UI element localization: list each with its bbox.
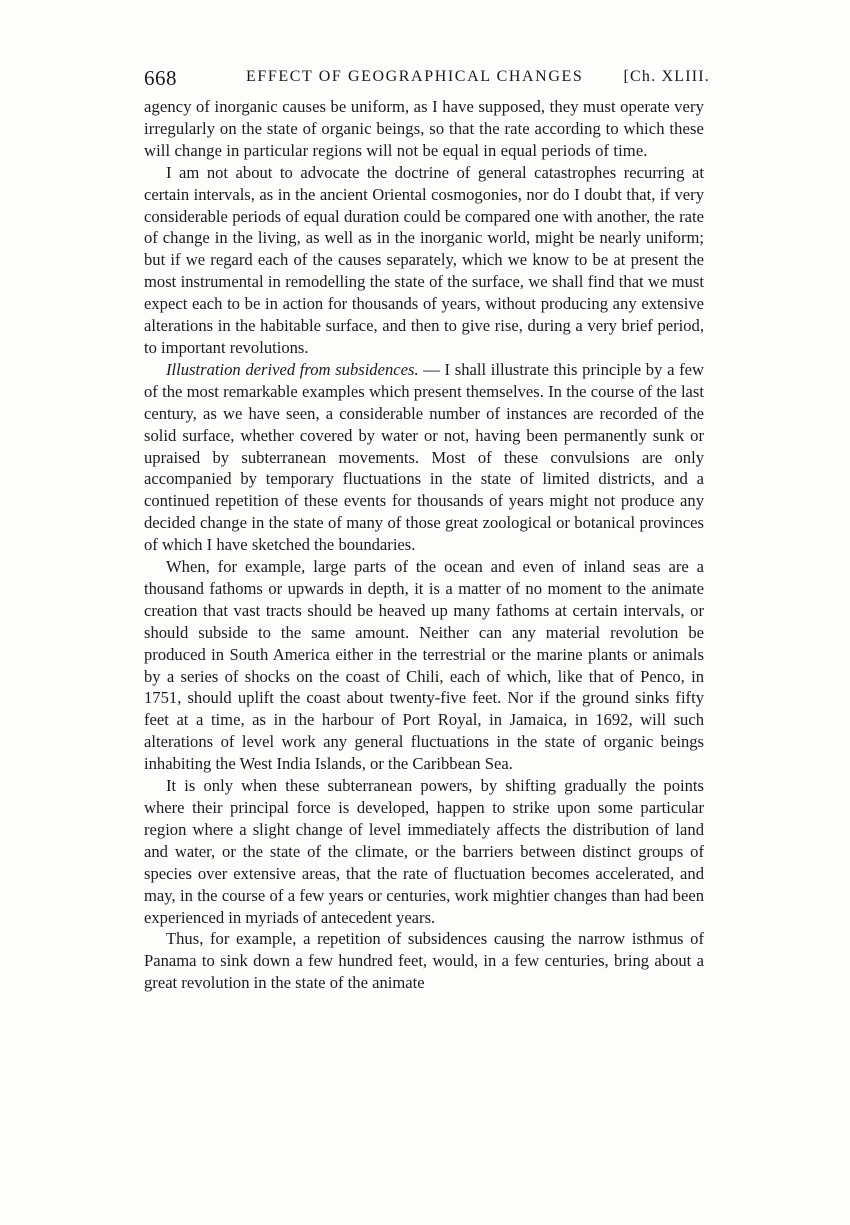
paragraph-panama: Thus, for example, a repetition of subsidences causing the narrow isthmus of Panama to sink down a few hundred feet, would, in a few centuries, bring about a great revolution in the state of the animate: [144, 929, 704, 993]
paragraph-illustration-text: — I shall illustrate this principle by a few of the most remarkable examples which present themselves. In the course of the last century, as we have seen, a considerable number of instances are recorded of the solid surface, whether covered by water or not, having been permanently sunk or upraised by subterranean movements. Most of these convulsions are only accompanied by temporary fluctuations in the state of limited districts, and a continued repetition of these events for thousands of years might not produce any decided change in the state of many of those great zoological or botanical provinces of which I have sketched the boundaries.: [144, 359, 704, 555]
running-head: [144, 62, 710, 92]
running-title: EFFECT OF GEOGRAPHICAL CHANGES: [246, 68, 584, 85]
paragraph-subterranean-powers: It is only when these subterranean powers, by shifting gradually the points where their principal force is developed, happen to strike upon some particular region where a slight change of level immediately affects the distribution of land and water, or the state of the climate, or the barriers between distinct groups of species over extensive areas, that the rate of fluctuation becomes accelerated, and may, in the course of a few years or centuries, work mightier changes than had been experienced in myriads of antecedent years.: [144, 776, 704, 927]
paragraph-sidenote-heading: Illustration derived from subsidences.: [166, 359, 419, 379]
paragraph-illustration: [144, 359, 704, 556]
paragraph-continuation: agency of inorganic causes be uniform, as I have supposed, they must operate very irregularly on the state of organic beings, so that the rate according to which these will change in particular regions will not be equal in equal periods of time.: [144, 97, 704, 160]
body-text: [144, 96, 704, 994]
page-number: 668: [144, 66, 177, 90]
paragraph-catastrophes: I am not about to advocate the doctrine of general catastrophes recurring at certain intervals, as in the ancient Oriental cosmogonies, nor do I doubt that, if very considerable periods of equal duration could be compared one with another, the rate of change in the living, as well as in the inorganic world, might be nearly uniform; but if we regard each of the causes separately, which we know to be at present the most instrumental in remodelling the state of the surface, we shall find that we must expect each to be in action for thousands of years, without producing any extensive alterations in the habitable surface, and then to give rise, during a very brief period, to important revolutions.: [144, 162, 704, 357]
chapter-reference: [Ch. XLIII.: [623, 68, 710, 85]
paragraph-ocean-depth: When, for example, large parts of the ocean and even of inland seas are a thousand fathoms or upwards in depth, it is a matter of no moment to the animate creation that vast tracts should be heaved up many fathoms at certain intervals, or should subside to the same amount. Neither can any material revolution be produced in South America either in the terrestrial or the marine plants or animals by a series of shocks on the coast of Chili, each of which, like that of Penco, in 1751, should uplift the coast about twenty-five feet. Nor if the ground sinks fifty feet at a time, as in the harbour of Port Royal, in Jamaica, in 1692, will such alterations of level work any general fluctuations in the state of organic beings inhabiting the West India Islands, or the Caribbean Sea.: [144, 557, 704, 774]
